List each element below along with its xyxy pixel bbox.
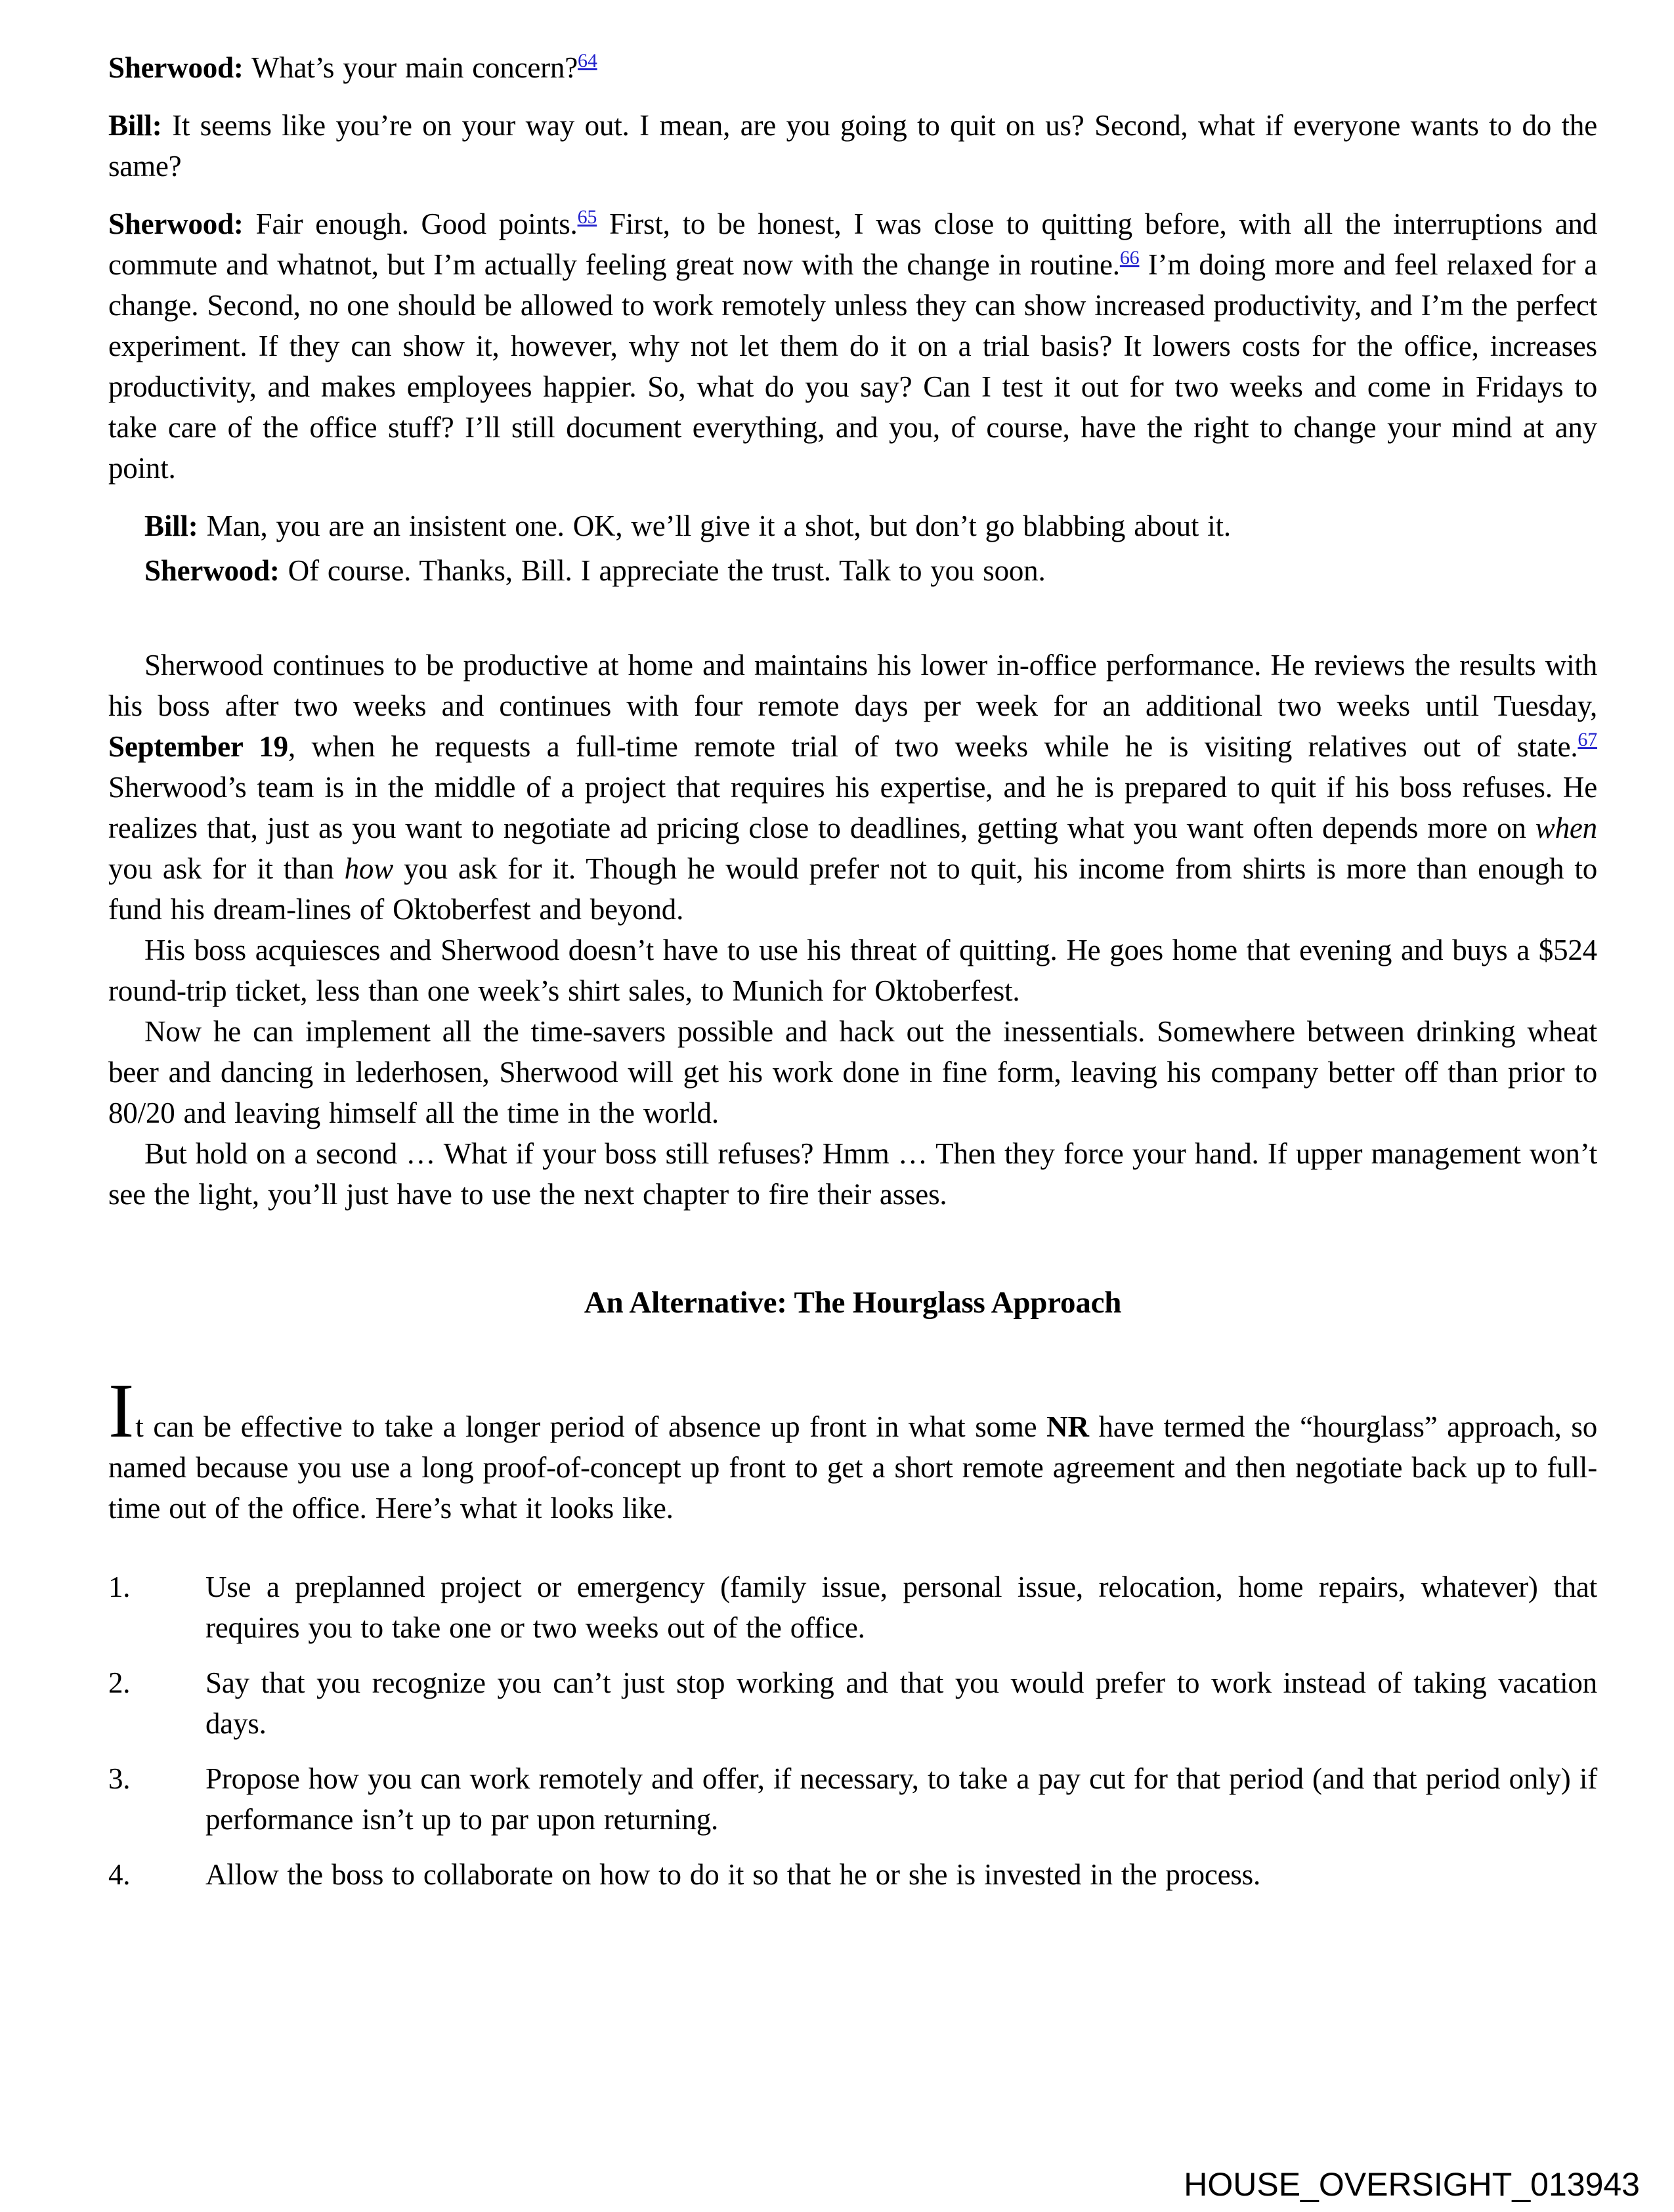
text-segment: have termed the “hourglass” approach, so named because you use a long proof-of-concept up front to get a short remote agreement and then negotiate back up to full-time out of the office. Here’s what it looks like. xyxy=(108,1410,1597,1525)
dialogue-paragraph xyxy=(108,204,1597,488)
list-item xyxy=(108,1854,1597,1895)
list-item xyxy=(108,1758,1597,1840)
list-item-text: Say that you recognize you can’t just stop working and that you would prefer to work instead of taking vacation days. xyxy=(205,1666,1597,1740)
text-segment: t can be effective to take a longer period of absence up front in what some xyxy=(135,1410,1047,1443)
intro-paragraph xyxy=(108,1368,1597,1529)
dialogue-paragraph xyxy=(108,506,1597,546)
dialogue-paragraph xyxy=(108,105,1597,186)
bates-stamp: HOUSE_OVERSIGHT_013943 xyxy=(1184,2166,1640,2203)
list-item-text: Use a preplanned project or emergency (family issue, personal issue, relocation, home repairs, whatever) that requires you to take one or two weeks out of the office. xyxy=(205,1571,1597,1644)
footnote-link[interactable]: 67 xyxy=(1577,729,1598,750)
list-item-text: Propose how you can work remotely and offer, if necessary, to take a pay cut for that period (and that period only) if performance isn’t up to par upon returning. xyxy=(205,1762,1597,1836)
list-item-number: 3. xyxy=(108,1762,131,1795)
text-segment: I’m doing more and feel relaxed for a change. Second, no one should be allowed to work remotely unless they can show increased productivity, and I’m the perfect experiment. If they can show it, however, why not let them do it on a trial basis? It lowers costs for the office, increases productivity, and makes employees happier. So, what do you say? Can I test it out for two weeks and come in Fridays to take care of the office stuff? I’ll still document everything, and you, of course, have the right to change your mind at any point. xyxy=(108,248,1597,485)
narrative-paragraph xyxy=(108,645,1597,930)
text-segment: Sherwood: xyxy=(108,207,244,240)
list-item-text: Allow the boss to collaborate on how to do it so that he or she is invested in the process. xyxy=(205,1858,1261,1891)
text-segment: First, to be honest, I was close to quitting before, with all the interruptions and commute and whatnot, but I’m actually feeling great now with the change in routine. xyxy=(108,207,1597,281)
text-segment: Sherwood’s team is in the middle of a project that requires his expertise, and he is prepared to quit if his boss refuses. He realizes that, just as you want to negotiate ad pricing close to deadlines, getting what you want often depends more on xyxy=(108,771,1597,844)
narrative-paragraph xyxy=(108,1133,1597,1215)
section-heading: An Alternative: The Hourglass Approach xyxy=(584,1286,1122,1320)
narrative-section xyxy=(108,645,1597,1215)
numbered-list xyxy=(108,1567,1597,1895)
text-segment: Sherwood: xyxy=(144,554,280,587)
narrative-paragraph xyxy=(108,930,1597,1011)
page-body xyxy=(108,47,1597,1909)
narrative-paragraph xyxy=(108,1011,1597,1133)
text-segment: Now he can implement all the time-savers possible and hack out the inessentials. Somewhere between drinking wheat beer and dancing in lederhosen, Sherwood will get his work done in fine form, leaving his company better off than prior to 80/20 and leaving himself all the time in the world. xyxy=(108,1015,1597,1129)
text-segment: Bill: xyxy=(108,109,162,142)
text-segment: , when he requests a full-time remote trial of two weeks while he is visiting relatives out of state. xyxy=(288,730,1578,763)
text-segment: Fair enough. Good points. xyxy=(243,207,578,240)
text-segment: It seems like you’re on your way out. I mean, are you going to quit on us? Second, what if everyone wants to do the same? xyxy=(108,109,1597,183)
drop-cap: I xyxy=(108,1368,136,1454)
dialogue-paragraph xyxy=(108,550,1597,591)
text-segment: you ask for it. Though he would prefer not to quit, his income from shirts is more than enough to fund his dream-lines of Oktoberfest and beyond. xyxy=(108,852,1597,926)
text-segment: when xyxy=(1535,812,1597,844)
list-item xyxy=(108,1567,1597,1648)
list-item-number: 2. xyxy=(108,1666,131,1699)
text-segment: September 19 xyxy=(108,730,288,763)
text-segment: His boss acquiesces and Sherwood doesn’t have to use his threat of quitting. He goes home that evening and buys a $524 round-trip ticket, less than one week’s shirt sales, to Munich for Oktoberfest. xyxy=(108,934,1597,1007)
text-segment: Of course. Thanks, Bill. I appreciate the trust. Talk to you soon. xyxy=(279,554,1046,587)
list-item xyxy=(108,1662,1597,1744)
footnote-link[interactable]: 65 xyxy=(577,206,597,228)
text-segment: Bill: xyxy=(144,510,198,542)
text-segment: Sherwood continues to be productive at home and maintains his lower in-office performance. He reviews the results with his boss after two weeks and continues with four remote days per week for an additional two weeks until Tuesday, xyxy=(108,649,1597,722)
list-item-number: 4. xyxy=(108,1858,131,1891)
text-segment: Sherwood: xyxy=(108,51,244,84)
text-segment: NR xyxy=(1046,1410,1089,1443)
text-segment: Man, you are an insistent one. OK, we’ll give it a shot, but don’t go blabbing about it. xyxy=(198,510,1231,542)
text-segment: you ask for it than xyxy=(108,852,345,885)
text-segment: But hold on a second … What if your boss still refuses? Hmm … Then they force your hand. If upper management won’t see the light, you’ll just have to use the next chapter to fire their asses. xyxy=(108,1137,1597,1211)
footnote-link[interactable]: 64 xyxy=(578,50,597,72)
text-segment: how xyxy=(344,852,394,885)
text-segment: What’s your main concern? xyxy=(243,51,578,84)
list-item-number: 1. xyxy=(108,1571,131,1603)
dialogue-paragraph xyxy=(108,47,1597,88)
footnote-link[interactable]: 66 xyxy=(1119,247,1140,269)
